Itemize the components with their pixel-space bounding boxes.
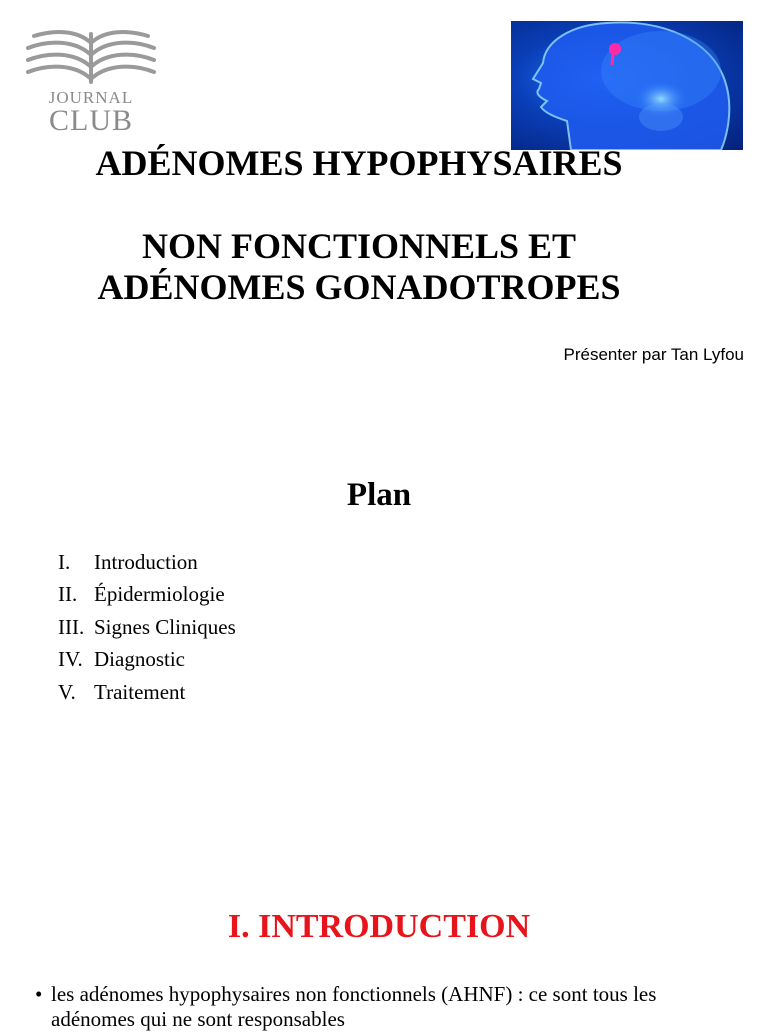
title-subtitle (0, 226, 718, 308)
title-line-3: ADÉNOMES GONADOTROPES (97, 267, 621, 307)
plan-item-number: III. (58, 614, 85, 639)
plan-item-label: Épidermiologie (94, 582, 225, 607)
plan-item-number: I. (58, 550, 71, 574)
bullet-text-line-2: adénomes qui ne sont responsables (51, 1007, 345, 1031)
plan-list (58, 546, 236, 708)
plan-item-number: IV. (58, 647, 83, 672)
introduction-bullet (35, 982, 735, 1032)
introduction-heading: I. INTRODUCTION (227, 908, 531, 945)
plan-item-label: Signes Cliniques (94, 614, 236, 639)
logo-line-journal: JOURNAL (48, 88, 134, 107)
plan-item-label: Diagnostic (94, 647, 185, 672)
plan-item (58, 578, 236, 610)
pituitary-highlight-icon (609, 43, 621, 55)
plan-item-number: V. (58, 679, 76, 704)
plan-item-label: Introduction (94, 550, 198, 574)
plan-item (58, 643, 236, 675)
plan-item (58, 546, 236, 578)
bullet-text-line-1: les adénomes hypophysaires non fonctionnels (AHNF) : ce sont tous les (51, 982, 657, 1006)
open-book-icon (24, 26, 158, 90)
title-line-1: ADÉNOMES HYPOPHYSAIRES (95, 143, 623, 183)
plan-item (58, 611, 236, 643)
plan-item-number: II. (58, 582, 78, 607)
bullet-icon: • (35, 982, 43, 1006)
plan-item-label: Traitement (94, 679, 186, 704)
journal-club-logo (24, 26, 158, 144)
logo-line-club: CLUB (48, 104, 133, 137)
presenter-credit: Présenter par Tan Lyfou (563, 345, 744, 364)
plan-heading: Plan (346, 477, 412, 513)
title-line-2: NON FONCTIONNELS ET (141, 226, 577, 266)
plan-item (58, 676, 236, 708)
head-profile-pituitary-image (511, 21, 743, 150)
